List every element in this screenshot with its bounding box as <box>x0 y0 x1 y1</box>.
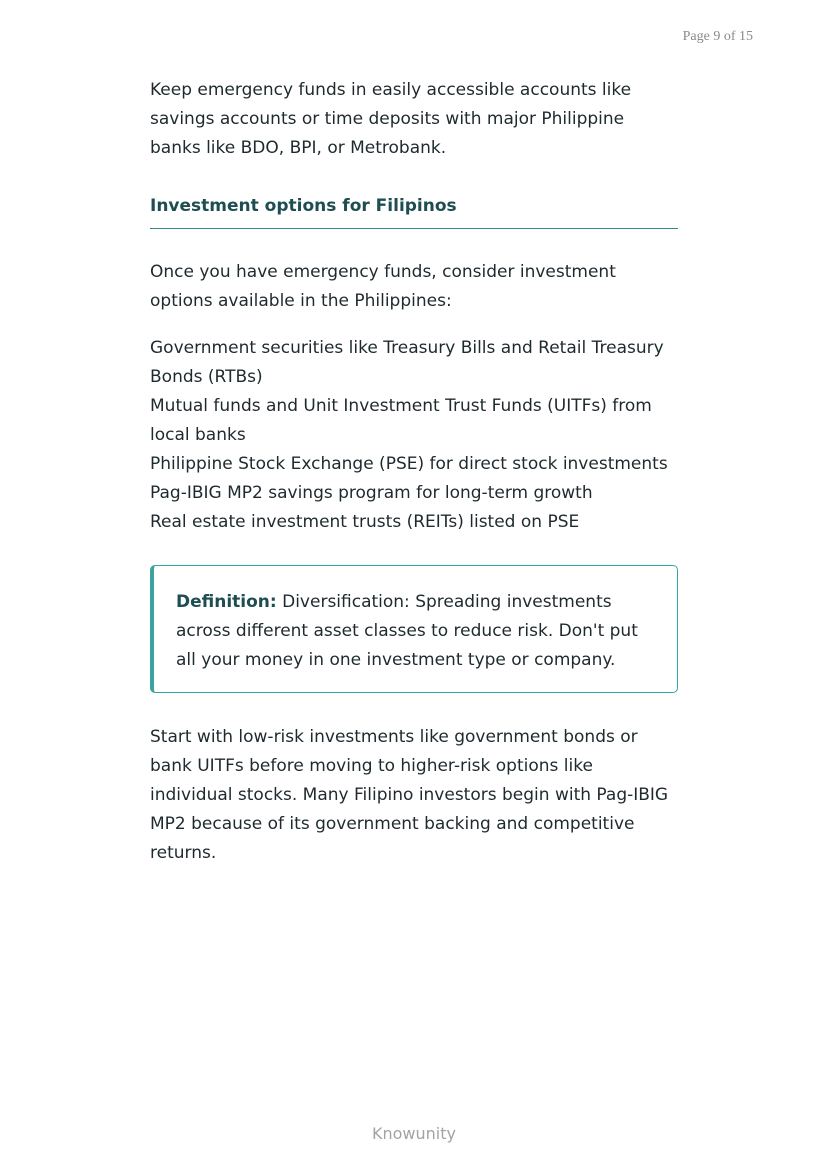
definition-label: Definition: <box>176 592 277 612</box>
definition-callout <box>150 565 678 693</box>
investment-options-list <box>150 334 678 537</box>
list-item: Real estate investment trusts (REITs) listed on PSE <box>150 512 580 532</box>
footer-brand: Knowunity <box>372 1124 456 1143</box>
list-item: Pag-IBIG MP2 savings program for long-term growth <box>150 483 593 503</box>
list-item: Mutual funds and Unit Investment Trust Funds (UITFs) from local banks <box>150 396 652 445</box>
definition-text: Diversification: Spreading investments across different asset classes to reduce risk. Don't put all your money in one investment type or company. <box>176 592 638 670</box>
section-heading: Investment options for Filipinos <box>150 195 678 229</box>
closing-paragraph: Start with low-risk investments like government bonds or bank UITFs before moving to higher-risk options like individual stocks. Many Filipino investors begin with Pag-IBIG MP2 because of its government backing and competitive returns. <box>150 727 669 863</box>
list-item: Government securities like Treasury Bills and Retail Treasury Bonds (RTBs) <box>150 338 664 387</box>
section-intro-paragraph: Once you have emergency funds, consider investment options available in the Philippines: <box>150 262 616 311</box>
list-item: Philippine Stock Exchange (PSE) for direct stock investments <box>150 454 668 474</box>
intro-paragraph: Keep emergency funds in easily accessible accounts like savings accounts or time deposits with major Philippine banks like BDO, BPI, or Metrobank. <box>150 80 632 158</box>
page-number: Page 9 of 15 <box>682 29 753 44</box>
document-content <box>150 76 678 868</box>
